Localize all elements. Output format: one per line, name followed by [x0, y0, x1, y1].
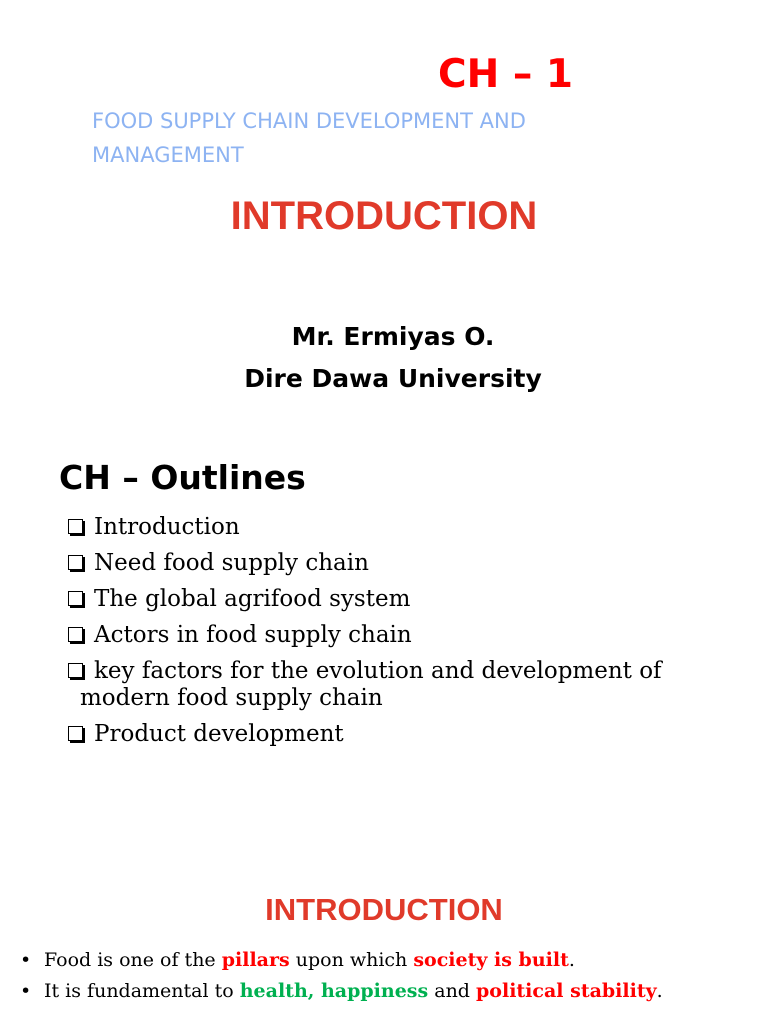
outline-item: Actors in food supply chain — [66, 622, 706, 649]
author-institution: Dire Dawa University — [244, 364, 542, 393]
intro-bullets — [20, 946, 663, 1008]
checkbox-bullet-icon — [68, 591, 83, 606]
highlight-pillars: pillars — [221, 949, 290, 971]
checkbox-bullet-icon — [68, 726, 83, 741]
highlight-stability: political stability — [476, 980, 657, 1002]
outline-list — [66, 514, 706, 757]
checkbox-bullet-icon — [68, 555, 83, 570]
outline-item: Need food supply chain — [66, 550, 706, 577]
checkbox-bullet-icon — [68, 627, 83, 642]
outline-item: Introduction — [66, 514, 706, 541]
bullet-dot-icon: • — [20, 980, 32, 1002]
intro-heading: INTRODUCTION — [265, 892, 503, 927]
outline-item: The global agrifood system — [66, 586, 706, 613]
bullet-dot-icon: • — [20, 949, 32, 971]
section-heading: INTRODUCTION — [230, 194, 538, 238]
intro-bullet: • It is fundamental to health, happiness and political stability. — [20, 977, 663, 1005]
checkbox-bullet-icon — [68, 519, 83, 534]
intro-bullet: • Food is one of the pillars upon which society is built. — [20, 946, 663, 974]
outline-heading: CH – Outlines — [59, 458, 306, 497]
outline-item: key factors for the evolution and development of modern food supply chain — [66, 658, 706, 712]
highlight-health: health, happiness — [239, 980, 429, 1002]
author-name: Mr. Ermiyas O. — [291, 322, 495, 351]
course-title: FOOD SUPPLY CHAIN DEVELOPMENT AND MANAGEMENT — [92, 109, 526, 167]
highlight-society: society is built — [413, 949, 569, 971]
chapter-title: CH – 1 — [438, 52, 574, 97]
outline-item: Product development — [66, 721, 706, 748]
checkbox-bullet-icon — [68, 663, 83, 678]
